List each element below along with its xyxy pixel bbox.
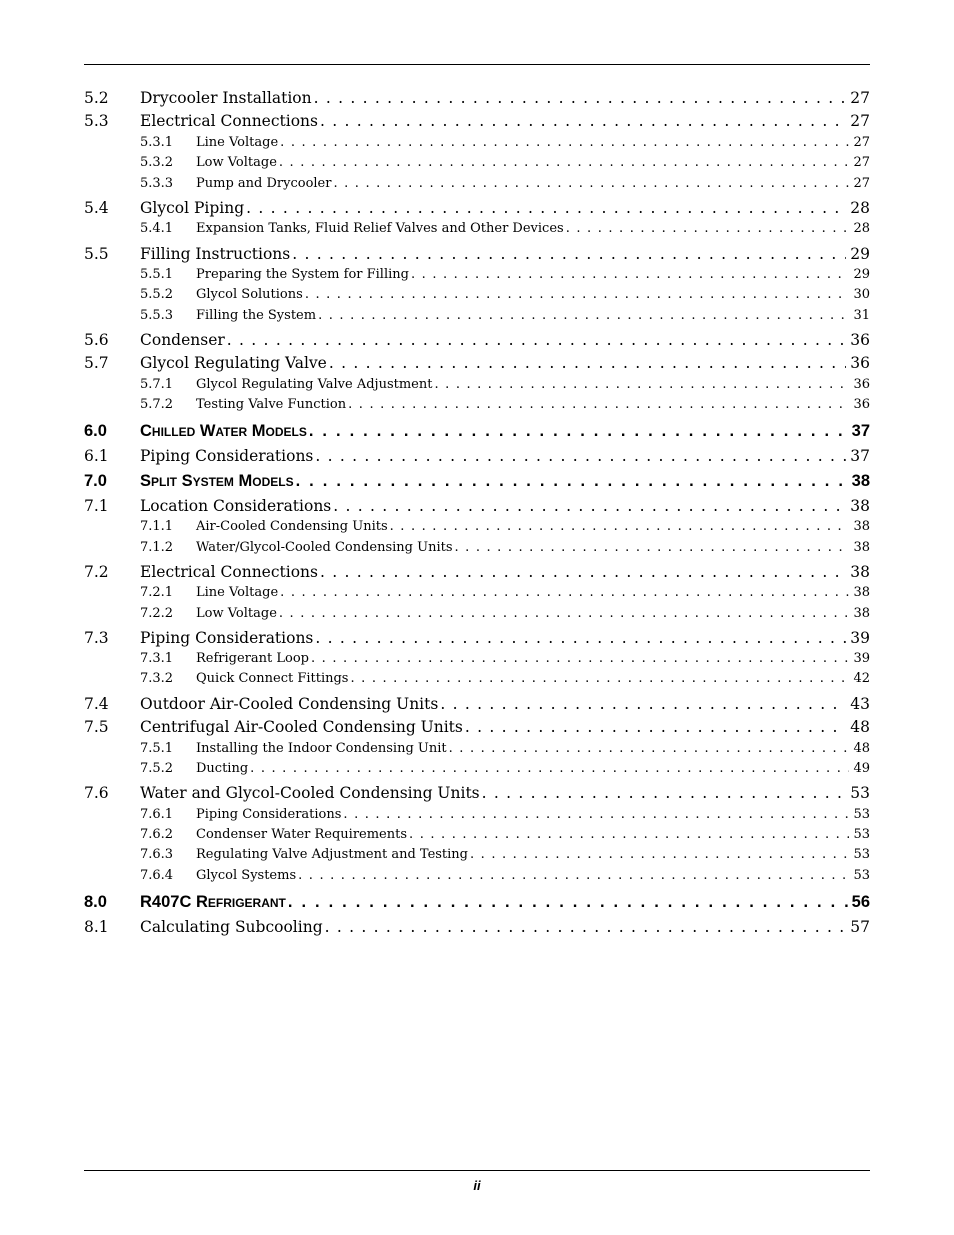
toc-entry-number: 5.5.3 <box>140 308 174 323</box>
toc-entry[interactable] <box>84 519 870 534</box>
toc-entry-title[interactable]: Refrigerant Loop <box>196 651 309 666</box>
dot-leader <box>315 447 846 465</box>
dot-leader <box>280 585 849 600</box>
dot-leader <box>390 519 850 534</box>
toc-entry-page[interactable]: 36 <box>850 331 870 349</box>
toc-entry-title[interactable]: Regulating Valve Adjustment and Testing <box>196 847 469 862</box>
toc-entry-page[interactable]: 56 <box>851 893 870 911</box>
dot-leader <box>288 893 848 912</box>
toc-entry-page[interactable]: 38 <box>850 563 870 581</box>
toc-entry-number: 7.6 <box>84 784 109 802</box>
toc-entry-page[interactable]: 38 <box>853 540 870 555</box>
toc-entry-page[interactable]: 27 <box>850 112 870 130</box>
dot-leader <box>279 155 850 170</box>
toc-entry-title[interactable]: Line Voltage <box>196 585 279 600</box>
toc-entry-number: 5.3.3 <box>140 176 174 191</box>
toc-entry-title[interactable]: Low Voltage <box>196 606 277 621</box>
toc-entry-page[interactable]: 48 <box>853 741 870 756</box>
toc-entry-page[interactable]: 27 <box>853 176 870 191</box>
toc-entry-page[interactable]: 53 <box>850 784 870 802</box>
toc-entry-number: 7.3 <box>84 629 109 647</box>
toc-entry-number: 7.6.3 <box>140 847 174 862</box>
toc-entry-page[interactable]: 36 <box>853 397 870 412</box>
dot-leader <box>296 472 848 491</box>
toc-entry-page[interactable]: 53 <box>853 868 870 883</box>
toc-entry-page[interactable]: 38 <box>851 472 870 490</box>
toc-entry-number: 7.2 <box>84 563 109 581</box>
toc-entry[interactable] <box>84 267 870 282</box>
toc-entry[interactable] <box>84 629 870 647</box>
toc-entry[interactable] <box>84 377 870 392</box>
toc-entry[interactable] <box>84 563 870 581</box>
dot-leader <box>470 847 849 862</box>
toc-entry-page[interactable]: 28 <box>853 221 870 236</box>
toc-entry-page[interactable]: 36 <box>853 377 870 392</box>
toc-entry-number: 5.3 <box>84 112 109 130</box>
toc-entry-title[interactable]: Calculating Subcooling <box>140 918 323 936</box>
toc-entry-page[interactable]: 28 <box>850 199 870 217</box>
dot-leader <box>227 331 846 349</box>
toc-entry-title[interactable]: Chilled Water Models <box>140 422 307 440</box>
toc-entry-title[interactable]: Low Voltage <box>196 155 277 170</box>
toc-entry-number: 8.0 <box>84 893 107 911</box>
dot-leader <box>411 267 849 282</box>
toc-entry-page[interactable]: 48 <box>850 718 870 736</box>
toc-entry-number: 7.1.1 <box>140 519 174 534</box>
dot-leader <box>329 354 846 372</box>
toc-entry[interactable] <box>84 497 870 515</box>
toc-entry-number: 7.6.4 <box>140 868 174 883</box>
toc-entry[interactable] <box>84 741 870 756</box>
toc-entry-page[interactable]: 30 <box>853 287 870 302</box>
toc-entry-number: 7.1.2 <box>140 540 174 555</box>
toc-entry-title[interactable]: Water/Glycol-Cooled Condensing Units <box>196 540 453 555</box>
toc-entry[interactable] <box>84 827 870 842</box>
toc-entry[interactable] <box>84 135 870 150</box>
toc-entry-page[interactable]: 57 <box>850 918 870 936</box>
toc-entry-title[interactable]: Line Voltage <box>196 135 279 150</box>
dot-leader <box>566 221 850 236</box>
dot-leader <box>343 807 849 822</box>
toc-entry[interactable] <box>84 606 870 621</box>
toc-entry-number: 5.6 <box>84 331 109 349</box>
toc-entry-number: 5.7.1 <box>140 377 174 392</box>
toc-entry[interactable] <box>84 585 870 600</box>
dot-leader <box>246 199 846 217</box>
toc-entry[interactable] <box>84 245 870 263</box>
toc-entry-page[interactable]: 38 <box>853 519 870 534</box>
toc-entry-number: 7.5 <box>84 718 109 736</box>
toc-entry-number: 5.4 <box>84 199 109 217</box>
toc-entry-number: 6.1 <box>84 447 109 465</box>
toc-entry-number: 7.6.1 <box>140 807 174 822</box>
toc-entry-title[interactable]: Split System Models <box>140 472 294 490</box>
bottom-rule <box>84 1170 870 1171</box>
toc-entry-title[interactable]: Piping Considerations <box>140 447 314 465</box>
toc-entry-number: 6.0 <box>84 422 107 440</box>
toc-entry[interactable] <box>84 199 870 217</box>
toc-entry-title[interactable]: Air-Cooled Condensing Units <box>196 519 388 534</box>
toc-entry-number: 7.3.1 <box>140 651 174 666</box>
dot-leader <box>311 651 849 666</box>
toc-entry[interactable] <box>84 155 870 170</box>
dot-leader <box>455 540 850 555</box>
dot-leader <box>482 784 847 802</box>
toc-entry-number: 5.5 <box>84 245 109 263</box>
toc-entry-title[interactable]: Electrical Connections <box>140 112 318 130</box>
toc-entry-title[interactable]: Installing the Indoor Condensing Unit <box>196 741 447 756</box>
toc-entry-title[interactable]: Piping Considerations <box>196 807 342 822</box>
toc-entry-number: 8.1 <box>84 918 109 936</box>
toc-entry-number: 5.3.1 <box>140 135 174 150</box>
toc-entry-number: 5.2 <box>84 89 109 107</box>
toc-entry[interactable] <box>84 918 870 936</box>
toc-entry-title[interactable]: Condenser <box>140 331 225 349</box>
toc-entry-title[interactable]: Condenser Water Requirements <box>196 827 408 842</box>
toc-entry-page[interactable]: 38 <box>850 497 870 515</box>
toc-entry-number: 5.5.1 <box>140 267 174 282</box>
toc-entry-page[interactable]: 42 <box>853 671 870 686</box>
dot-leader <box>314 89 847 107</box>
toc-entry[interactable] <box>84 893 870 912</box>
toc-entry[interactable] <box>84 651 870 666</box>
toc-entry-number: 7.1 <box>84 497 109 515</box>
toc-entry[interactable] <box>84 807 870 822</box>
toc-entry-page[interactable]: 53 <box>853 847 870 862</box>
toc-entry[interactable] <box>84 354 870 372</box>
footer-page-number: ii <box>473 1178 481 1193</box>
toc-entry-title[interactable]: Quick Connect Fittings <box>196 671 349 686</box>
toc-entry[interactable] <box>84 447 870 465</box>
toc-entry-title[interactable]: Glycol Regulating Valve Adjustment <box>196 377 433 392</box>
dot-leader <box>409 827 849 842</box>
toc-entry[interactable] <box>84 868 870 883</box>
toc-entry-number: 7.5.1 <box>140 741 174 756</box>
toc-entry-title[interactable]: Filling Instructions <box>140 245 291 263</box>
toc-entry-title[interactable]: Location Considerations <box>140 497 332 515</box>
dot-leader <box>449 741 850 756</box>
toc-entry-page[interactable]: 27 <box>853 155 870 170</box>
toc-entry-title[interactable]: Drycooler Installation <box>140 89 312 107</box>
toc-entry-number: 7.2.2 <box>140 606 174 621</box>
toc-entry-title[interactable]: Electrical Connections <box>140 563 318 581</box>
toc-entry-page[interactable]: 37 <box>851 422 870 440</box>
toc-entry-title[interactable]: Ducting <box>196 761 249 776</box>
toc-entry-page[interactable]: 36 <box>850 354 870 372</box>
toc-entry-page[interactable]: 53 <box>853 827 870 842</box>
toc-entry-page[interactable]: 31 <box>853 308 870 323</box>
toc-entry[interactable] <box>84 221 870 236</box>
toc-entry[interactable] <box>84 784 870 802</box>
dot-leader <box>298 868 849 883</box>
toc-entry-page[interactable]: 53 <box>853 807 870 822</box>
top-rule <box>84 64 870 65</box>
toc-entry[interactable] <box>84 287 870 302</box>
toc-entry-number: 7.5.2 <box>140 761 174 776</box>
toc-entry[interactable] <box>84 422 870 441</box>
toc-entry-number: 5.3.2 <box>140 155 174 170</box>
dot-leader <box>440 695 846 713</box>
toc-entry-page[interactable]: 29 <box>850 245 870 263</box>
toc-entry-number: 5.5.2 <box>140 287 174 302</box>
dot-leader <box>320 112 846 130</box>
dot-leader <box>250 761 849 776</box>
toc-entry-title[interactable]: Pump and Drycooler <box>196 176 332 191</box>
toc-entry-title[interactable]: Piping Considerations <box>140 629 314 647</box>
dot-leader <box>333 176 849 191</box>
toc-entry-number: 5.4.1 <box>140 221 174 236</box>
toc-entry[interactable] <box>84 718 870 736</box>
toc-entry-page[interactable]: 49 <box>853 761 870 776</box>
toc-entry-number: 7.3.2 <box>140 671 174 686</box>
toc-entry[interactable] <box>84 847 870 862</box>
toc-entry-number: 5.7 <box>84 354 109 372</box>
toc-entry-title[interactable]: Glycol Regulating Valve <box>140 354 327 372</box>
toc-entry[interactable] <box>84 472 870 491</box>
dot-leader <box>318 308 849 323</box>
toc-entry-title[interactable]: Glycol Systems <box>196 868 297 883</box>
toc-entry-title[interactable]: Filling the System <box>196 308 317 323</box>
toc-entry[interactable] <box>84 397 870 412</box>
toc-entry-page[interactable]: 38 <box>853 585 870 600</box>
toc-entry-number: 7.6.2 <box>140 827 174 842</box>
dot-leader <box>434 377 849 392</box>
toc-entry-page[interactable]: 38 <box>853 606 870 621</box>
toc-entry[interactable] <box>84 89 870 107</box>
toc-entry[interactable] <box>84 761 870 776</box>
dot-leader <box>333 497 846 515</box>
dot-leader <box>279 606 850 621</box>
toc-entry-title[interactable]: Water and Glycol-Cooled Condensing Units <box>140 784 480 802</box>
toc-entry-page[interactable]: 27 <box>853 135 870 150</box>
toc-entry-title[interactable]: Glycol Piping <box>140 199 245 217</box>
toc-entry-number: 5.7.2 <box>140 397 174 412</box>
toc-entry[interactable] <box>84 671 870 686</box>
toc-entry[interactable] <box>84 331 870 349</box>
dot-leader <box>280 135 849 150</box>
toc-entry[interactable] <box>84 308 870 323</box>
toc-entry-title[interactable]: Glycol Solutions <box>196 287 303 302</box>
toc-entry-page[interactable]: 27 <box>850 89 870 107</box>
toc-entry-title[interactable]: Preparing the System for Filling <box>196 267 409 282</box>
dot-leader <box>305 287 850 302</box>
dot-leader <box>348 397 849 412</box>
toc-entry-title[interactable]: R407C Refrigerant <box>140 893 286 911</box>
dot-leader <box>350 671 849 686</box>
toc-entry-page[interactable]: 43 <box>850 695 870 713</box>
dot-leader <box>309 422 848 441</box>
toc-entry-page[interactable]: 39 <box>850 629 870 647</box>
toc-entry-number: 7.4 <box>84 695 109 713</box>
toc-entry-title[interactable]: Testing Valve Function <box>196 397 347 412</box>
toc-entry[interactable] <box>84 112 870 130</box>
toc-entry-number: 7.2.1 <box>140 585 174 600</box>
dot-leader <box>465 718 846 736</box>
toc-entry-number: 7.0 <box>84 472 107 490</box>
toc-entry-page[interactable]: 39 <box>853 651 870 666</box>
dot-leader <box>325 918 847 936</box>
toc-entry-page[interactable]: 37 <box>850 447 870 465</box>
toc-entry-title[interactable]: Expansion Tanks, Fluid Relief Valves and Other Devices <box>196 221 564 236</box>
dot-leader <box>292 245 846 263</box>
toc-entry-title[interactable]: Outdoor Air-Cooled Condensing Units <box>140 695 439 713</box>
dot-leader <box>315 629 846 647</box>
toc-entry-page[interactable]: 29 <box>853 267 870 282</box>
toc-entry[interactable] <box>84 540 870 555</box>
toc-entry-title[interactable]: Centrifugal Air-Cooled Condensing Units <box>140 718 463 736</box>
dot-leader <box>320 563 846 581</box>
toc-entry[interactable] <box>84 695 870 713</box>
toc-entry[interactable] <box>84 176 870 191</box>
